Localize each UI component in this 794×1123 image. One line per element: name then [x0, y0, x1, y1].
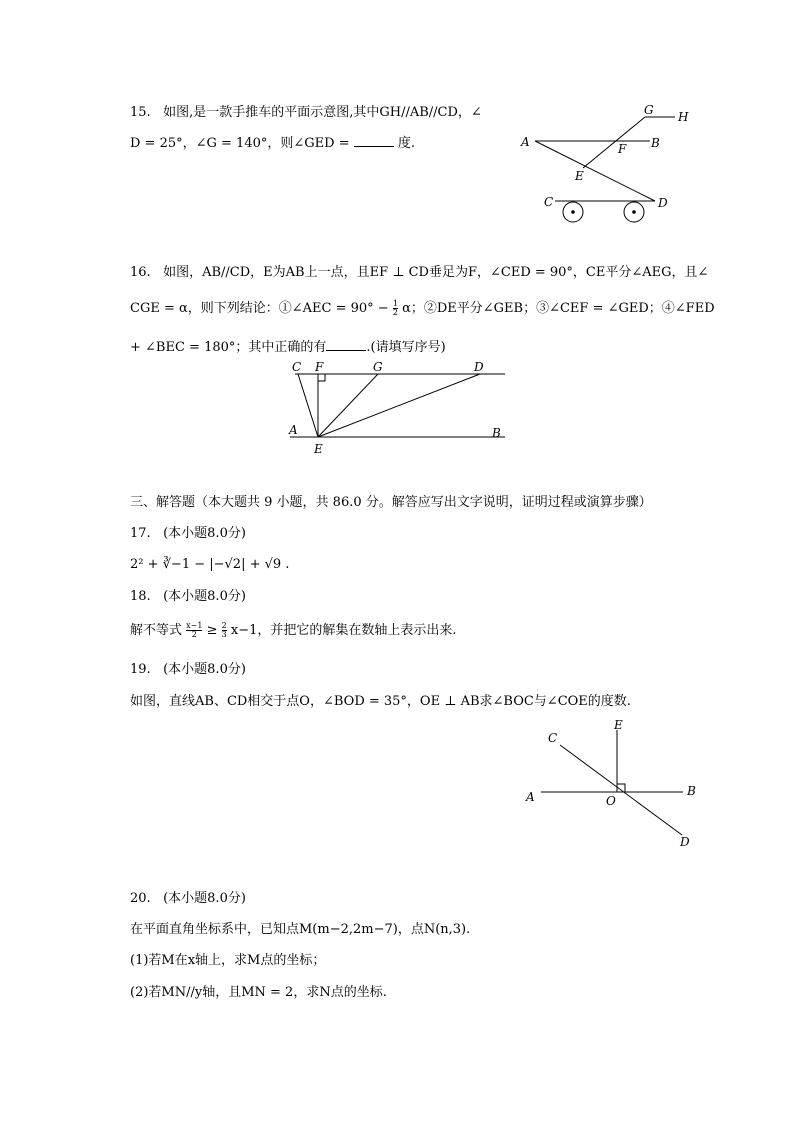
- q16-number: 16.: [130, 265, 151, 280]
- q15-line1: [130, 104, 482, 122]
- label-O: O: [606, 794, 616, 808]
- q16-text-line2a: CGE = α，则下列结论：①∠AEC = 90° −: [130, 301, 389, 316]
- q16-text-line3b: .(请填写序号): [366, 340, 446, 355]
- q15-text-line2a: D = 25°，∠G = 140°，则∠GED =: [130, 136, 350, 151]
- q16-line3: [130, 338, 446, 357]
- q18-fraction1: [186, 622, 202, 639]
- q18-frac2-den: 3: [221, 630, 227, 639]
- q18-header: [130, 588, 246, 606]
- label-F: F: [315, 360, 324, 374]
- q16-figure: [285, 358, 510, 458]
- q18-text-b: ≥: [206, 623, 218, 638]
- section3-heading: 三、解答题（本大题共 9 小题，共 86.0 分。解答应写出文字说明，证明过程或演算步骤）: [130, 495, 652, 510]
- q17-expression: 2² + ∛−1 − |−√2| + √9 .: [130, 557, 290, 572]
- q18-text-a: 解不等式: [130, 623, 183, 638]
- q18-frac1-num: x−1: [186, 621, 203, 630]
- q18-text-c: x−1，并把它的解集在数轴上表示出来.: [230, 623, 457, 638]
- label-B: B: [687, 784, 696, 798]
- q16-frac-den: 2: [392, 308, 398, 317]
- label-A: A: [521, 135, 530, 149]
- q15-line2: [130, 134, 415, 153]
- q16-text-line2b: α；②DE平分∠GEB；③∠CEF = ∠GED；④∠FED: [402, 301, 715, 316]
- label-C: C: [292, 360, 302, 374]
- q17-header: [130, 525, 246, 543]
- q19-text: 如图，直线AB、CD相交于点O，∠BOD = 35°，OE ⊥ AB求∠BOC与∠COE的度数.: [130, 694, 631, 709]
- label-D: D: [474, 360, 484, 374]
- q18-frac1-den: 2: [191, 630, 197, 639]
- label-G: G: [644, 103, 654, 117]
- q16-line2: [130, 300, 715, 318]
- q20-header: [130, 890, 246, 908]
- q20-number: 20.: [130, 891, 151, 906]
- label-C: C: [544, 195, 554, 209]
- q16-text-line3a: + ∠BEC = 180°；其中正确的有: [130, 340, 327, 355]
- label-A: A: [289, 423, 298, 437]
- label-C: C: [548, 731, 558, 745]
- label-F: F: [618, 142, 627, 156]
- q19-header: [130, 661, 246, 679]
- q15-text-line1: 如图,是一款手推车的平面示意图,其中GH//AB//CD，∠: [163, 105, 482, 120]
- q15-figure: [515, 100, 700, 230]
- q19-figure: [520, 715, 710, 855]
- label-E: E: [575, 169, 584, 183]
- q18-text: [130, 622, 457, 640]
- q16-frac-num: 1: [392, 299, 398, 308]
- label-E: E: [314, 442, 323, 456]
- label-A: A: [526, 790, 535, 804]
- label-G: G: [373, 360, 383, 374]
- q20-score: (本小题8.0分): [163, 891, 246, 906]
- q18-fraction2: [222, 622, 227, 639]
- q17-score: (本小题8.0分): [163, 526, 246, 541]
- q17-number: 17.: [130, 526, 151, 541]
- label-D: D: [680, 835, 690, 849]
- label-H: H: [678, 110, 689, 124]
- q16-text-line1: 如图，AB//CD，E为AB上一点，且EF ⊥ CD垂足为F，∠CED = 90°，CE平分∠AEG，且∠: [163, 265, 709, 280]
- q16-line1: [130, 264, 708, 282]
- label-B: B: [651, 136, 660, 150]
- q18-number: 18.: [130, 589, 151, 604]
- q18-frac2-num: 2: [221, 621, 227, 630]
- q20-line3: (2)若MN//y轴，且MN = 2，求N点的坐标.: [130, 985, 387, 1000]
- q16-answer-blank[interactable]: [326, 338, 366, 351]
- q15-answer-blank[interactable]: [354, 134, 394, 147]
- label-E: E: [614, 718, 623, 732]
- q18-score: (本小题8.0分): [163, 589, 246, 604]
- q20-line2: (1)若M在x轴上，求M点的坐标；: [130, 953, 326, 968]
- q20-line1: 在平面直角坐标系中，已知点M(m−2,2m−7)，点N(n,3).: [130, 922, 471, 937]
- q15-text-line2b: 度.: [397, 136, 416, 151]
- q19-number: 19.: [130, 662, 151, 677]
- label-B: B: [492, 426, 501, 440]
- q15-number: 15.: [130, 105, 151, 120]
- label-D: D: [658, 196, 668, 210]
- q16-fraction: [393, 300, 398, 317]
- q19-score: (本小题8.0分): [163, 662, 246, 677]
